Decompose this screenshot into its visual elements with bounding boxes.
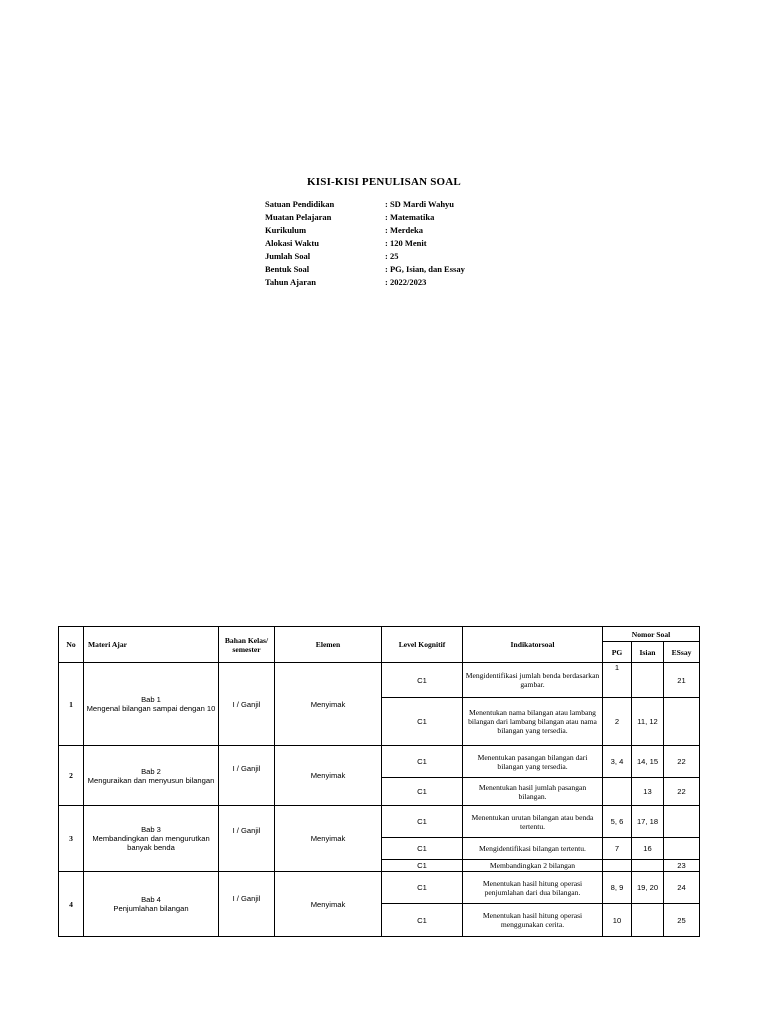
cell-indikator: Mengidentifikasi bilangan tertentu.	[463, 838, 603, 860]
table-row	[59, 663, 700, 698]
info-value: : 120 Menit	[385, 238, 427, 248]
cell-pg: 10	[603, 904, 632, 937]
info-row	[265, 237, 465, 250]
cell-indikator: Menentukan hasil hitung operasi penjumlahan dari dua bilangan.	[463, 872, 603, 904]
cell-elemen: Menyimak	[275, 872, 382, 937]
cell-essay	[664, 806, 700, 838]
cell-pg	[603, 860, 632, 872]
cell-pg: 2	[603, 698, 632, 746]
cell-no: 1	[59, 663, 84, 746]
info-label: Satuan Pendidikan	[265, 199, 335, 209]
header-elemen: Elemen	[275, 627, 382, 663]
document-title: KISI-KISI PENULISAN SOAL	[307, 176, 461, 188]
cell-isian: 17, 18	[632, 806, 664, 838]
cell-essay: 23	[664, 860, 700, 872]
cell-bahan: I / Ganjil	[219, 872, 275, 937]
cell-indikator: Menentukan urutan bilangan atau benda tertentu.	[463, 806, 603, 838]
cell-isian: 19, 20	[632, 872, 664, 904]
info-label: Tahun Ajaran	[265, 277, 316, 287]
cell-materi: Bab 4 Penjumlahan bilangan	[84, 872, 219, 937]
header-level: Level Kognitif	[382, 627, 463, 663]
cell-pg: 8, 9	[603, 872, 632, 904]
cell-pg: 7	[603, 838, 632, 860]
cell-pg	[603, 778, 632, 806]
kisi-kisi-table	[58, 626, 700, 937]
info-label: Bentuk Soal	[265, 264, 310, 274]
header-nomor-soal: Nomor Soal	[603, 627, 700, 642]
info-row	[265, 250, 465, 263]
cell-no: 3	[59, 806, 84, 872]
info-value: : PG, Isian, dan Essay	[385, 264, 465, 274]
cell-elemen: Menyimak	[275, 746, 382, 806]
cell-indikator: Menentukan hasil jumlah pasangan bilangan.	[463, 778, 603, 806]
cell-materi: Bab 1 Mengenal bilangan sampai dengan 10	[84, 663, 219, 746]
header-bahan: Bahan Kelas/ semester	[219, 627, 275, 663]
cell-bahan: I / Ganjil	[219, 746, 275, 806]
cell-indikator: Menentukan pasangan bilangan dari bilangan yang tersedia.	[463, 746, 603, 778]
cell-materi: Bab 3 Membandingkan dan mengurutkan banyak benda	[84, 806, 219, 872]
cell-isian: 16	[632, 838, 664, 860]
cell-level: C1	[382, 746, 463, 778]
cell-elemen: Menyimak	[275, 663, 382, 746]
header-isian: Isian	[632, 642, 664, 663]
info-row	[265, 198, 465, 211]
info-value: : 25	[385, 251, 399, 261]
cell-materi: Bab 2 Menguraikan dan menyusun bilangan	[84, 746, 219, 806]
cell-isian: 13	[632, 778, 664, 806]
cell-level: C1	[382, 860, 463, 872]
cell-essay: 24	[664, 872, 700, 904]
cell-level: C1	[382, 904, 463, 937]
cell-level: C1	[382, 872, 463, 904]
cell-level: C1	[382, 778, 463, 806]
header-materi: Materi Ajar	[84, 627, 219, 663]
cell-pg: 5, 6	[603, 806, 632, 838]
cell-isian	[632, 663, 664, 698]
cell-pg: 3, 4	[603, 746, 632, 778]
header-essay: ESsay	[664, 642, 700, 663]
cell-essay: 21	[664, 663, 700, 698]
cell-no: 4	[59, 872, 84, 937]
cell-isian: 14, 15	[632, 746, 664, 778]
cell-bahan: I / Ganjil	[219, 663, 275, 746]
header-no: No	[59, 627, 84, 663]
cell-isian	[632, 904, 664, 937]
info-value: : Matematika	[385, 212, 435, 222]
cell-elemen: Menyimak	[275, 806, 382, 872]
info-value: : Merdeka	[385, 225, 424, 235]
cell-level: C1	[382, 698, 463, 746]
info-row	[265, 224, 465, 237]
cell-level: C1	[382, 806, 463, 838]
cell-isian	[632, 860, 664, 872]
info-value: : SD Mardi Wahyu	[385, 199, 455, 209]
cell-indikator: Menentukan hasil hitung operasi menggunakan cerita.	[463, 904, 603, 937]
cell-isian: 11, 12	[632, 698, 664, 746]
table-row	[59, 806, 700, 838]
cell-essay: 22	[664, 746, 700, 778]
header-indikator: Indikatorsoal	[463, 627, 603, 663]
info-row	[265, 211, 465, 224]
cell-indikator: Membandingkan 2 bilangan	[463, 860, 603, 872]
cell-pg: 1	[603, 663, 632, 698]
cell-essay	[664, 698, 700, 746]
info-value: : 2022/2023	[385, 277, 427, 287]
cell-level: C1	[382, 663, 463, 698]
info-label: Jumlah Soal	[265, 251, 311, 261]
table-row	[59, 746, 700, 778]
header-pg: PG	[603, 642, 632, 663]
cell-essay: 25	[664, 904, 700, 937]
document-info	[265, 198, 465, 289]
info-label: Kurikulum	[265, 225, 307, 235]
table-row	[59, 872, 700, 904]
info-row	[265, 263, 465, 276]
cell-essay: 22	[664, 778, 700, 806]
cell-essay	[664, 838, 700, 860]
info-label: Alokasi Waktu	[265, 238, 319, 248]
info-label: Muatan Pelajaran	[265, 212, 332, 222]
cell-indikator: Menentukan nama bilangan atau lambang bilangan dari lambang bilangan atau nama bilangan yang tersedia.	[463, 698, 603, 746]
cell-level: C1	[382, 838, 463, 860]
info-row	[265, 276, 465, 289]
cell-bahan: I / Ganjil	[219, 806, 275, 872]
cell-no: 2	[59, 746, 84, 806]
cell-indikator: Mengidentifikasi jumlah benda berdasarkan gambar.	[463, 663, 603, 698]
